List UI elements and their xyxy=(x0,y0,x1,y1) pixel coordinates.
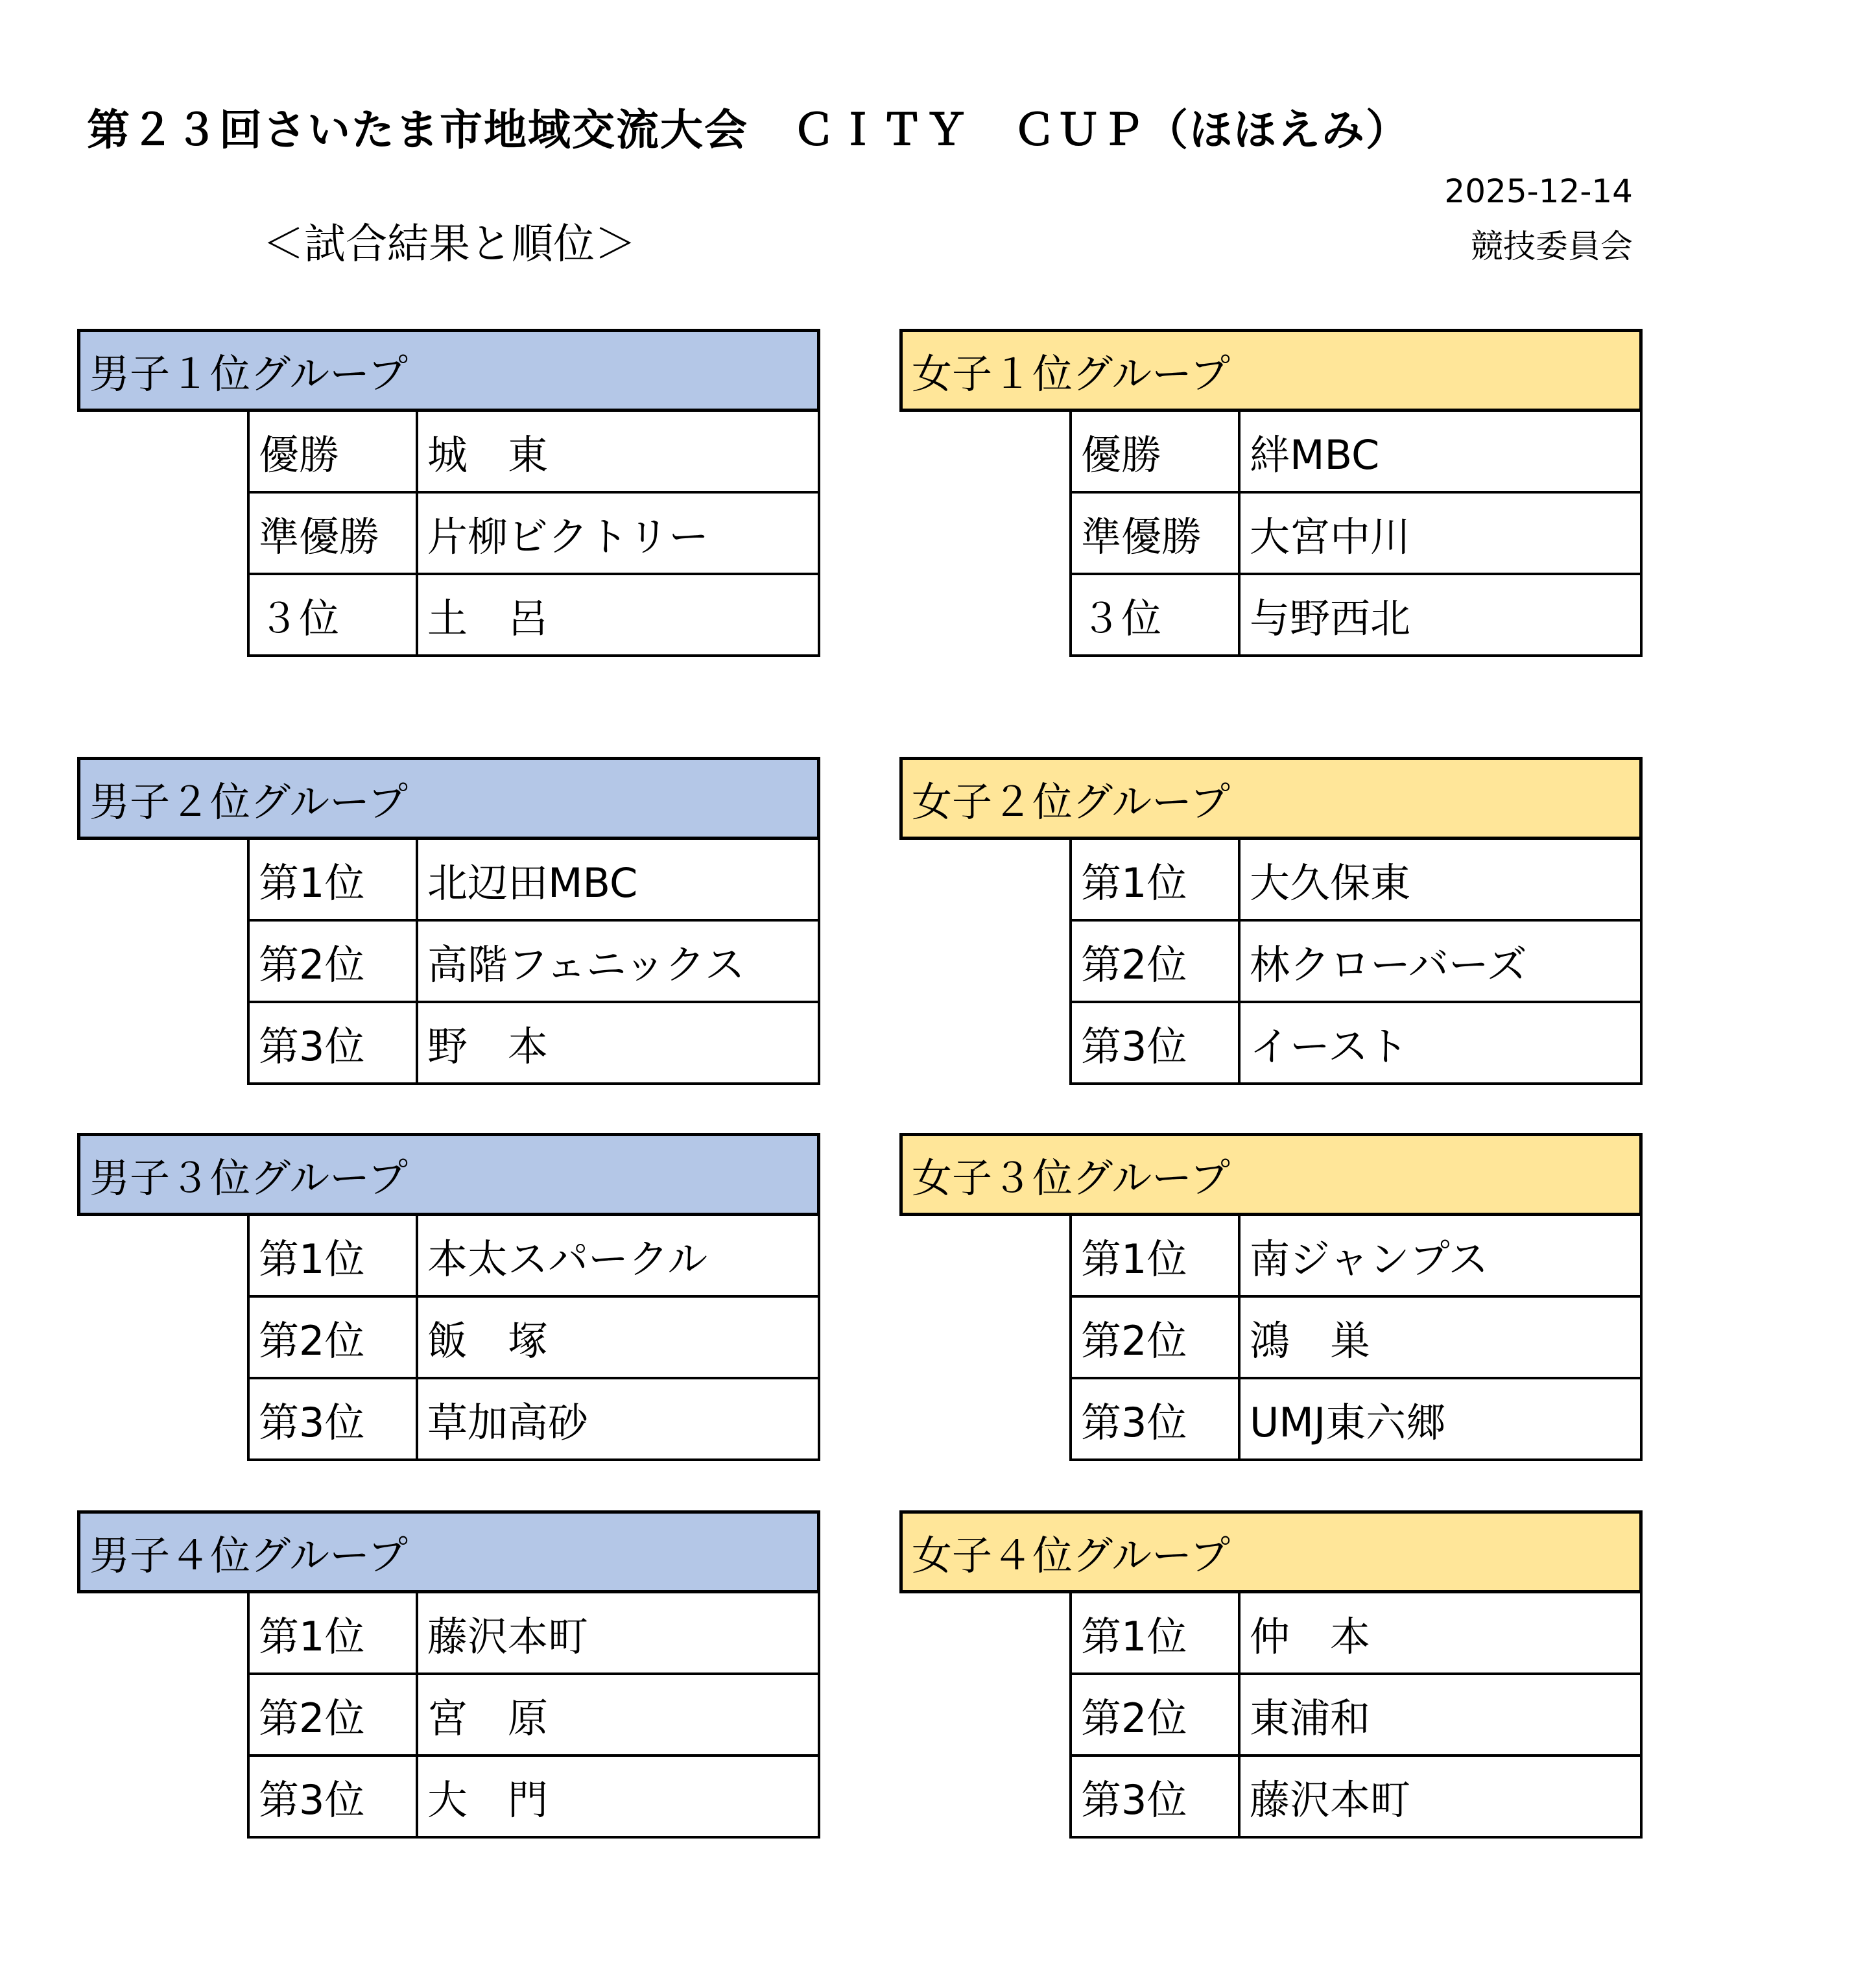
results-table xyxy=(1069,1593,1643,1839)
table-row xyxy=(247,1757,820,1839)
table-row xyxy=(247,1379,820,1461)
table-row xyxy=(247,1298,820,1379)
place-label: 第3位 xyxy=(250,1003,418,1082)
results-table xyxy=(247,412,820,657)
place-label: 第3位 xyxy=(1072,1003,1241,1082)
female-group-1 xyxy=(899,329,1643,657)
place-label: 第3位 xyxy=(1072,1379,1241,1458)
results-table xyxy=(1069,412,1643,657)
table-row xyxy=(247,412,820,494)
table-row xyxy=(1069,922,1643,1003)
place-label: 第2位 xyxy=(1072,1675,1241,1754)
male-group-1 xyxy=(77,329,820,657)
team-name: 大 門 xyxy=(427,1776,549,1824)
table-row xyxy=(1069,1379,1643,1461)
place-label: ３位 xyxy=(250,575,418,654)
place-label: 第3位 xyxy=(1072,1757,1241,1836)
place-label: 第2位 xyxy=(1072,922,1241,1001)
page-subtitle: ＜試合結果と順位＞ xyxy=(263,220,636,268)
place-label: 準優勝 xyxy=(1072,494,1241,573)
group-header: 女子２位グループ xyxy=(899,757,1643,840)
place-label: 第1位 xyxy=(1072,840,1241,919)
place-label: 第1位 xyxy=(1072,1216,1241,1295)
team-name: 藤沢本町 xyxy=(1250,1776,1411,1824)
table-row xyxy=(1069,1298,1643,1379)
table-row xyxy=(247,575,820,657)
table-row xyxy=(1069,1757,1643,1839)
female-group-3 xyxy=(899,1133,1643,1461)
place-label: 第1位 xyxy=(250,1593,418,1672)
team-name: 高階フェニックス xyxy=(427,940,745,988)
document-date: 2025-12-14 xyxy=(1444,173,1633,210)
male-group-3 xyxy=(77,1133,820,1461)
table-row xyxy=(1069,1216,1643,1298)
table-row xyxy=(1069,1593,1643,1675)
group-header: 男子３位グループ xyxy=(77,1133,820,1216)
team-name: UMJ東六郷 xyxy=(1250,1398,1447,1446)
results-table xyxy=(247,1216,820,1461)
place-label: 第1位 xyxy=(250,840,418,919)
team-name: 北辺田MBC xyxy=(427,859,638,907)
female-group-4 xyxy=(899,1510,1643,1839)
place-label: ３位 xyxy=(1072,575,1241,654)
table-row xyxy=(247,1593,820,1675)
page-title: 第２３回さいたま市地域交流大会 ＣＩＴＹ ＣＵＰ（ほほえみ） xyxy=(87,105,1410,155)
table-row xyxy=(1069,412,1643,494)
table-row xyxy=(1069,1675,1643,1757)
results-table xyxy=(1069,840,1643,1085)
team-name: 土 呂 xyxy=(427,594,549,642)
place-label: 第3位 xyxy=(250,1379,418,1458)
group-header: 女子３位グループ xyxy=(899,1133,1643,1216)
team-name: 宮 原 xyxy=(427,1694,549,1742)
team-name: 城 東 xyxy=(427,431,549,479)
team-name: 大宮中川 xyxy=(1250,512,1411,560)
table-row xyxy=(1069,575,1643,657)
team-name: 片柳ビクトリー xyxy=(427,512,709,560)
team-name: 飯 塚 xyxy=(427,1316,549,1364)
table-row xyxy=(1069,494,1643,575)
results-table xyxy=(247,1593,820,1839)
place-label: 準優勝 xyxy=(250,494,418,573)
table-row xyxy=(1069,1003,1643,1085)
table-row xyxy=(247,922,820,1003)
table-row xyxy=(247,840,820,922)
group-header: 男子２位グループ xyxy=(77,757,820,840)
female-group-2 xyxy=(899,757,1643,1085)
place-label: 優勝 xyxy=(1072,412,1241,491)
group-header: 男子１位グループ xyxy=(77,329,820,412)
team-name: 野 本 xyxy=(427,1022,549,1070)
place-label: 第2位 xyxy=(250,1675,418,1754)
team-name: 藤沢本町 xyxy=(427,1612,589,1660)
team-name: 東浦和 xyxy=(1250,1694,1371,1742)
table-row xyxy=(247,1216,820,1298)
team-name: イースト xyxy=(1250,1022,1408,1070)
team-name: 草加高砂 xyxy=(427,1398,589,1446)
organizer: 競技委員会 xyxy=(1471,228,1633,265)
place-label: 優勝 xyxy=(250,412,418,491)
group-header: 女子１位グループ xyxy=(899,329,1643,412)
place-label: 第1位 xyxy=(1072,1593,1241,1672)
male-group-2 xyxy=(77,757,820,1085)
place-label: 第3位 xyxy=(250,1757,418,1836)
team-name: 林クローバーズ xyxy=(1250,940,1527,988)
table-row xyxy=(1069,840,1643,922)
results-table xyxy=(1069,1216,1643,1461)
team-name: 本太スパークル xyxy=(427,1235,708,1283)
team-name: 大久保東 xyxy=(1250,859,1411,907)
male-group-4 xyxy=(77,1510,820,1839)
team-name: 仲 本 xyxy=(1250,1612,1371,1660)
group-header: 女子４位グループ xyxy=(899,1510,1643,1593)
group-header: 男子４位グループ xyxy=(77,1510,820,1593)
team-name: 与野西北 xyxy=(1250,594,1411,642)
place-label: 第2位 xyxy=(250,1298,418,1377)
team-name: 鴻 巣 xyxy=(1250,1316,1371,1364)
place-label: 第1位 xyxy=(250,1216,418,1295)
team-name: 南ジャンプス xyxy=(1250,1235,1489,1283)
results-table xyxy=(247,840,820,1085)
place-label: 第2位 xyxy=(1072,1298,1241,1377)
table-row xyxy=(247,1003,820,1085)
team-name: 絆MBC xyxy=(1250,431,1380,479)
table-row xyxy=(247,494,820,575)
place-label: 第2位 xyxy=(250,922,418,1001)
table-row xyxy=(247,1675,820,1757)
